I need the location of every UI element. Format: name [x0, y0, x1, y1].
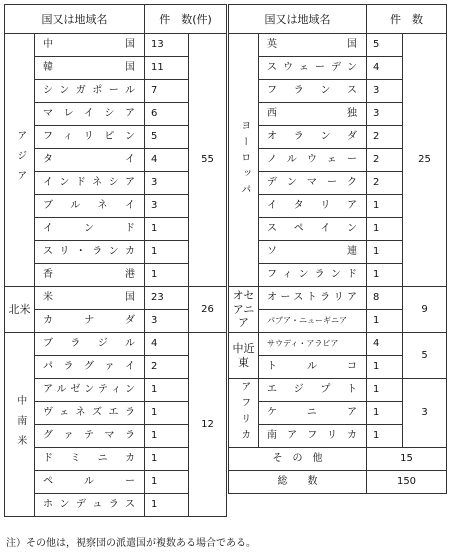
country-name: トルコ: [259, 356, 367, 379]
country-count: 1: [367, 379, 403, 402]
country-count: 2: [145, 356, 189, 379]
country-count: 1: [367, 195, 403, 218]
region-cell: オセアニア: [229, 287, 259, 333]
left-header-region: 国又は地域名: [5, 5, 145, 34]
country-name: シンガポール: [35, 80, 145, 103]
country-count: 1: [367, 310, 403, 333]
country-name: タイ: [35, 149, 145, 172]
country-name: インド: [35, 218, 145, 241]
country-name: 西独: [259, 103, 367, 126]
right-table: [228, 4, 447, 494]
country-name: スペイン: [259, 218, 367, 241]
right-header-row: [229, 5, 447, 34]
table-row: [229, 287, 447, 310]
country-name: サウディ・アラビア: [259, 333, 367, 356]
table-row: [229, 34, 447, 57]
country-name: イタリア: [259, 195, 367, 218]
country-count: 1: [145, 241, 189, 264]
region-total: 5: [403, 333, 447, 379]
country-name: マレイシア: [35, 103, 145, 126]
country-name: 中 国: [35, 34, 145, 57]
region-total: 9: [403, 287, 447, 333]
country-name: パプア・ニューギニア: [259, 310, 367, 333]
left-header-row: [5, 5, 227, 34]
country-count: 2: [367, 126, 403, 149]
region-cell: アフリカ: [229, 379, 259, 448]
country-name: パラグァイ: [35, 356, 145, 379]
country-count: 3: [367, 80, 403, 103]
region-total: 12: [189, 333, 227, 517]
country-name: ドミニカ: [35, 448, 145, 471]
country-name: カナダ: [35, 310, 145, 333]
country-count: 1: [367, 241, 403, 264]
grand-total-label: 総 数: [229, 471, 367, 494]
country-count: 1: [145, 494, 189, 517]
country-count: 5: [145, 126, 189, 149]
country-name: ペルー: [35, 471, 145, 494]
table-row: [229, 379, 447, 402]
region-cell: 中近東: [229, 333, 259, 379]
other-value: 15: [367, 448, 447, 471]
country-name: ホンデュラス: [35, 494, 145, 517]
country-count: 8: [367, 287, 403, 310]
country-count: 2: [367, 172, 403, 195]
country-count: 5: [367, 34, 403, 57]
country-name: ヴェネズエラ: [35, 402, 145, 425]
table-row: [5, 287, 227, 310]
left-header-count: 件 数(件): [145, 5, 227, 34]
country-name: オーストラリア: [259, 287, 367, 310]
country-name: オランダ: [259, 126, 367, 149]
footnote: 注）その他は，視察団の派遣国が複数ある場合である。: [6, 538, 256, 549]
table-row: [5, 333, 227, 356]
region-cell: 北米: [5, 287, 35, 333]
table-row: [5, 34, 227, 57]
country-count: 1: [145, 264, 189, 287]
grand-total-value: 150: [367, 471, 447, 494]
country-name: フィンランド: [259, 264, 367, 287]
country-name: ケニア: [259, 402, 367, 425]
country-count: 4: [367, 57, 403, 80]
country-count: 1: [367, 425, 403, 448]
region-total: 55: [189, 34, 227, 287]
country-count: 4: [367, 333, 403, 356]
country-count: 3: [145, 195, 189, 218]
region-total: 3: [403, 379, 447, 448]
country-count: 1: [367, 356, 403, 379]
table-row: [229, 333, 447, 356]
region-cell: アジア: [5, 34, 35, 287]
country-count: 13: [145, 34, 189, 57]
country-name: 英国: [259, 34, 367, 57]
country-count: 1: [145, 471, 189, 494]
country-name: エジプト: [259, 379, 367, 402]
country-count: 1: [145, 402, 189, 425]
region-total: 26: [189, 287, 227, 333]
country-name: インドネシア: [35, 172, 145, 195]
country-count: 1: [145, 425, 189, 448]
country-name: グァテマラ: [35, 425, 145, 448]
country-count: 1: [145, 448, 189, 471]
country-name: 香港: [35, 264, 145, 287]
country-count: 7: [145, 80, 189, 103]
country-name: 韓国: [35, 57, 145, 80]
country-count: 4: [145, 149, 189, 172]
country-name: ブルネイ: [35, 195, 145, 218]
country-name: 米国: [35, 287, 145, 310]
country-name: アルゼンティン: [35, 379, 145, 402]
country-count: 1: [145, 218, 189, 241]
country-count: 4: [145, 333, 189, 356]
country-name: フランス: [259, 80, 367, 103]
country-count: 1: [367, 402, 403, 425]
country-name: ブラジル: [35, 333, 145, 356]
country-count: 3: [145, 172, 189, 195]
region-total: 25: [403, 34, 447, 287]
region-cell: 中南米: [5, 333, 35, 517]
country-count: 3: [145, 310, 189, 333]
other-label: そ の 他: [229, 448, 367, 471]
left-table: [4, 4, 227, 517]
region-cell: ヨーロッパ: [229, 34, 259, 287]
country-count: 6: [145, 103, 189, 126]
country-name: スリ・ランカ: [35, 241, 145, 264]
country-count: 23: [145, 287, 189, 310]
right-header-count: 件 数: [367, 5, 447, 34]
country-count: 1: [367, 264, 403, 287]
country-count: 1: [145, 379, 189, 402]
country-name: ソ連: [259, 241, 367, 264]
country-name: フィリピン: [35, 126, 145, 149]
country-count: 11: [145, 57, 189, 80]
country-count: 1: [367, 218, 403, 241]
country-name: デンマーク: [259, 172, 367, 195]
grand-total-row: [229, 471, 447, 494]
country-count: 2: [367, 149, 403, 172]
country-name: 南アフリカ: [259, 425, 367, 448]
right-header-region: 国又は地域名: [229, 5, 367, 34]
country-name: スウェーデン: [259, 57, 367, 80]
other-row: [229, 448, 447, 471]
country-count: 3: [367, 103, 403, 126]
country-name: ノルウェー: [259, 149, 367, 172]
